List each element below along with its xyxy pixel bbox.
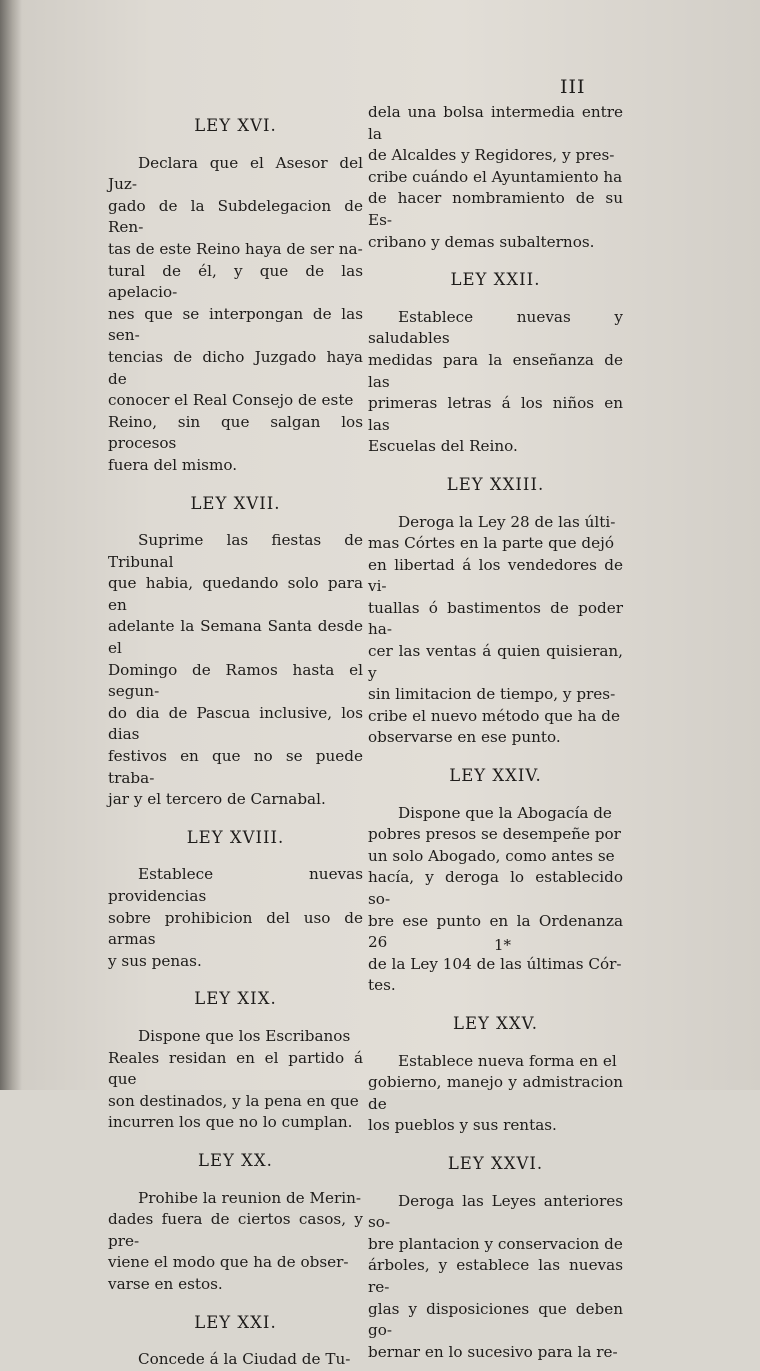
text-line: árboles, y establece las nuevas re- (368, 1256, 623, 1296)
text-line: cribe cuándo el Ayuntamiento ha (368, 167, 623, 186)
text-line: Establece nuevas y saludables (368, 307, 623, 348)
law-summary (108, 153, 363, 477)
text-line: y sus penas. (108, 951, 202, 970)
text-line: Establece nueva forma en el (398, 1051, 617, 1070)
text-line: Deroga la Ley 28 de las últi- (398, 512, 616, 531)
text-line: cer las ventas á quien quisieran, y (368, 642, 623, 682)
text-line: Concede á la Ciudad de Tu- (138, 1350, 351, 1369)
law-heading: LEY XXII. (450, 270, 541, 290)
text-line: Deroga las Leyes anteriores so- (368, 1191, 623, 1232)
text-line: Suprime las fiestas de Tribunal (108, 531, 363, 571)
law-heading: LEY XXIII. (446, 474, 545, 494)
text-line: gado de la Subdelegacion de Ren- (108, 196, 363, 237)
law-heading: LEY XVIII. (186, 827, 285, 847)
law-heading: LEY XXVI. (447, 1153, 544, 1173)
text-line: adelante la Semana Santa desde el (108, 617, 363, 658)
law-heading: LEY XVII. (190, 493, 281, 513)
right-column (368, 102, 623, 1363)
text-line: observarse en ese punto. (368, 728, 561, 747)
law-summary (368, 307, 623, 458)
text-line: cribe el nuevo método que ha de (368, 706, 620, 725)
text-line: sin limitacion de tiempo, y pres- (368, 685, 616, 704)
law-summary (108, 864, 363, 972)
text-line: nes que se interpongan de las sen- (108, 304, 363, 345)
text-line: dades fuera de ciertos casos, y pre- (108, 1210, 363, 1250)
page-number: III (560, 76, 586, 98)
text-line: bernar en lo sucesivo para la re- (368, 1342, 618, 1361)
law-heading: LEY XXV. (453, 1013, 538, 1033)
law-summary (108, 1349, 363, 1371)
text-line: son destinados, y la pena en que (108, 1091, 359, 1110)
law-heading: LEY XX. (198, 1150, 273, 1170)
text-line: de Alcaldes y Regidores, y pres- (368, 146, 615, 165)
text-line: Declara que el Asesor del Juz- (108, 153, 363, 194)
law-heading: LEY XXIV. (449, 766, 542, 786)
text-line: Dispone que los Escribanos (138, 1026, 351, 1045)
law-summary (368, 512, 623, 750)
text-line: bre plantacion y conservacion de (368, 1234, 623, 1253)
text-line: do dia de Pascua inclusive, los dias (108, 703, 363, 744)
text-line: Prohibe la reunion de Merin- (138, 1188, 362, 1207)
text-line: pobres presos se desempeñe por (368, 825, 621, 844)
text-line: cribano y demas subalternos. (368, 232, 595, 251)
text-line: varse en estos. (108, 1274, 223, 1293)
text-line: de hacer nombramiento de su Es- (368, 189, 623, 229)
text-line: tural de él, y que de las apelacio- (108, 261, 363, 302)
law-summary (108, 1188, 363, 1296)
signature-mark: 1* (494, 936, 512, 954)
law-summary (108, 1026, 363, 1134)
text-line: Reino, sin que salgan los procesos (108, 412, 363, 453)
text-line: incurren los que no lo cumplan. (108, 1113, 353, 1132)
text-line: los pueblos y sus rentas. (368, 1116, 557, 1135)
text-line: tes. (368, 976, 396, 995)
text-line: hacía, y deroga lo establecido so- (368, 868, 623, 908)
law-summary (368, 1191, 623, 1364)
text-line: Dispone que la Abogacía de (398, 803, 612, 822)
text-line: dela una bolsa intermedia entre la (368, 103, 623, 143)
continued-text (368, 102, 623, 253)
text-line: Escuelas del Reino. (368, 437, 518, 456)
text-line: tuallas ó bastimentos de poder ha- (368, 598, 623, 639)
text-line: de la Ley 104 de las últimas Cór- (368, 954, 622, 973)
text-line: gobierno, manejo y admistracion de (368, 1073, 623, 1113)
text-line: fuera del mismo. (108, 455, 238, 474)
text-line: tencias de dicho Juzgado haya de (108, 347, 363, 388)
text-line: que habia, quedando solo para en (108, 574, 363, 614)
left-column (108, 115, 363, 1371)
text-line: sobre prohibicion del uso de armas (108, 908, 363, 949)
text-line: mas Córtes en la parte que dejó (368, 534, 614, 553)
law-summary (368, 803, 623, 997)
text-line: glas y disposiciones que deben go- (368, 1299, 623, 1340)
text-line: conocer el Real Consejo de este (108, 391, 354, 410)
text-line: Establece nuevas providencias (108, 865, 363, 905)
law-heading: LEY XVI. (194, 116, 277, 135)
text-line: viene el modo que ha de obser- (108, 1253, 349, 1272)
text-line: bre ese punto en la Ordenanza 26 (368, 911, 623, 952)
text-line: un solo Abogado, como antes se (368, 846, 615, 865)
text-line: medidas para la enseñanza de las (368, 350, 623, 391)
law-heading: LEY XXI. (194, 1312, 277, 1332)
text-line: en libertad á los vendedores de vi- (368, 555, 623, 596)
law-summary (108, 530, 363, 811)
text-line: festivos en que no se puede traba- (108, 747, 363, 787)
law-summary (368, 1051, 623, 1137)
text-line: tas de este Reino haya de ser na- (108, 239, 363, 258)
text-line: Reales residan en el partido á que (108, 1048, 363, 1089)
page-edge-shadow (0, 0, 22, 1090)
text-line: primeras letras á los niños en las (368, 394, 623, 434)
text-line: Domingo de Ramos hasta el segun- (108, 660, 363, 701)
law-heading: LEY XIX. (194, 989, 277, 1009)
text-line: jar y el tercero de Carnabal. (108, 790, 326, 809)
